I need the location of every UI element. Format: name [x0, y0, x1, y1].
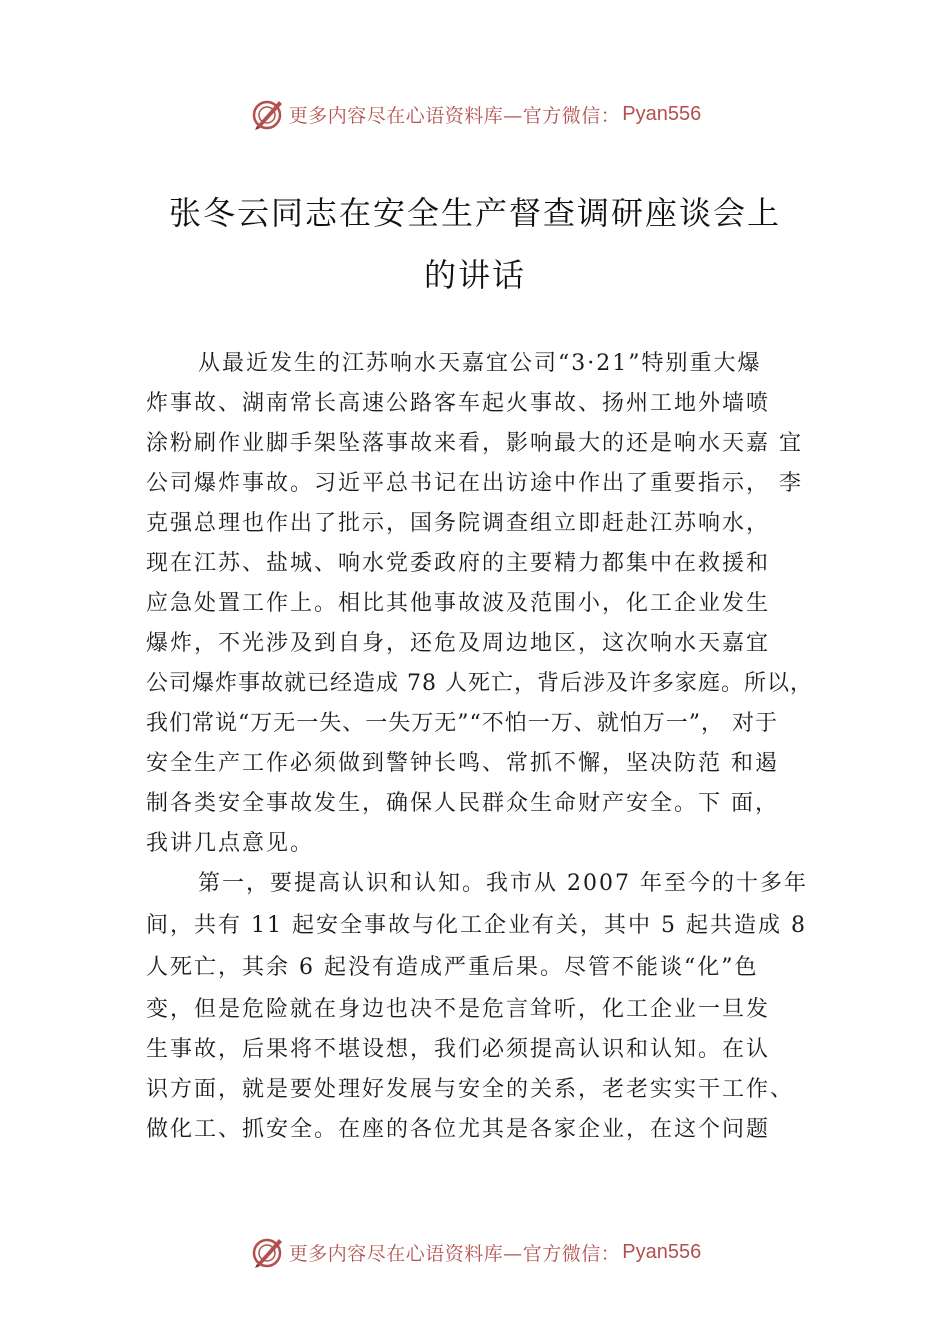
document-title-line-1: 张冬云同志在安全生产督查调研座谈会上 [168, 194, 781, 232]
body-line: 我们常说“万无一失、一失万无”“不怕一万、就怕万一”， 对于 [146, 711, 778, 736]
body-line: 制各类安全事故发生，确保人民群众生命财产安全。下 面， [146, 791, 779, 816]
banner-text: 更多内容尽在心语资料库—官方微信： [288, 1242, 621, 1265]
header-banner [0, 94, 950, 134]
body-line: 涂粉刷作业脚手架坠落事故来看，影响最大的还是响水天嘉 宜 [146, 431, 803, 456]
body-line: 炸事故、湖南常长高速公路客车起火事故、扬州工地外墙喷 [146, 391, 771, 416]
document-title-line-2: 的讲话 [423, 256, 526, 294]
body-line: 识方面，就是要处理好发展与安全的关系，老老实实干工作、 [146, 1077, 795, 1102]
body-line: 间，共有 11 起安全事故与化工企业有关，其中 5 起共造成 8 [146, 913, 807, 938]
footer-banner [0, 1232, 950, 1272]
body-line: 人死亡，其余 6 起没有造成严重后果。尽管不能谈“化”色 [146, 955, 759, 980]
body-line: 生事故，后果将不堪设想，我们必须提高认识和认知。在认 [146, 1037, 771, 1062]
body-line: 安全生产工作必须做到警钟长鸣、常抓不懈，坚决防范 和遏 [146, 751, 779, 776]
body-line: 现在江苏、盐城、响水党委政府的主要精力都集中在救援和 [146, 551, 771, 576]
body-line: 第一，要提高认识和认知。我市从 2007 年至今的十多年 [198, 871, 808, 896]
body-line: 公司爆炸事故就已经造成 78 人死亡，背后涉及许多家庭。所以， [146, 671, 813, 696]
banner-wechat-id: Pyan556 [622, 102, 702, 125]
body-line: 克强总理也作出了批示，国务院调查组立即赶赴江苏响水， [146, 511, 771, 536]
banner-text: 更多内容尽在心语资料库—官方微信： [288, 104, 621, 127]
body-line: 变，但是危险就在身边也决不是危言耸听，化工企业一旦发 [146, 997, 771, 1022]
pen-logo-icon [249, 96, 285, 132]
body-line: 做化工、抓安全。在座的各位尤其是各家企业，在这个问题 [146, 1117, 771, 1142]
body-line: 应急处置工作上。相比其他事故波及范围小，化工企业发生 [146, 591, 771, 616]
banner-wechat-id: Pyan556 [622, 1240, 702, 1263]
body-line: 公司爆炸事故。习近平总书记在出访途中作出了重要指示， 李 [146, 471, 803, 496]
body-line: 我讲几点意见。 [146, 831, 315, 856]
body-line: 从最近发生的江苏响水天嘉宜公司“3·21”特别重大爆 [198, 351, 762, 376]
pen-logo-icon [249, 1234, 285, 1270]
body-line: 爆炸，不光涉及到自身，还危及周边地区，这次响水天嘉宜 [146, 631, 771, 656]
